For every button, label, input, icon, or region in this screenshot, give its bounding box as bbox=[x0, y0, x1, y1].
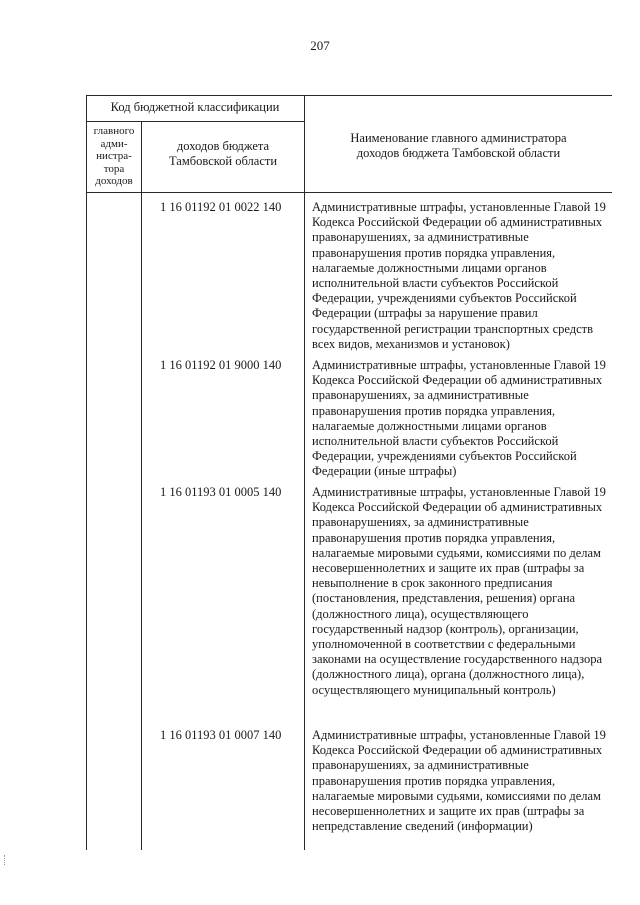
row-code: 1 16 01192 01 0022 140 bbox=[160, 200, 282, 214]
name-column-divider bbox=[304, 95, 305, 850]
header-admin-column bbox=[87, 125, 141, 188]
budget-classification-table bbox=[86, 95, 612, 850]
table-top-border bbox=[86, 95, 612, 96]
row-description: Административные штрафы, установленные Главой 19 Кодекса Российской Федерации об административных правонарушениях, за административные правонарушения против порядка управления, налагаемые мировыми судьями, комиссиями по делам несовершеннолетних и защите их прав (штрафы за невыполнение в срок законного предписания (постановления, представления, решения) органа (должностного лица), осуществляющего государственный надзор (контроль), организации, уполномоченной в соответствии с федеральными законами на осуществление государственного надзора (должностного лица), органа (должностного лица), осуществляющего муниципальный контроль) bbox=[312, 485, 606, 697]
header-bottom-border bbox=[86, 192, 612, 193]
header-income-line2: Тамбовской области bbox=[168, 154, 278, 168]
row-description: Административные штрафы, установленные Главой 19 Кодекса Российской Федерации об административных правонарушениях, за административные правонарушения против порядка управления, налагаемые мировыми судьями, комиссиями по делам несовершеннолетних и защите их прав (штрафы за непредставление сведений (информации) bbox=[312, 728, 606, 834]
header-income-line1: доходов бюджета bbox=[176, 139, 270, 153]
header-name-line1: Наименование главного администратора bbox=[350, 131, 567, 145]
row-code: 1 16 01193 01 0007 140 bbox=[160, 728, 282, 742]
row-code: 1 16 01193 01 0005 140 bbox=[160, 485, 282, 499]
row-code: 1 16 01192 01 9000 140 bbox=[160, 358, 282, 372]
table-left-border bbox=[86, 95, 87, 850]
header-code-classification: Код бюджетной классификации bbox=[110, 100, 280, 114]
admin-column-divider bbox=[141, 121, 142, 850]
header-income-column bbox=[142, 139, 304, 169]
code-header-divider bbox=[86, 121, 304, 122]
row-description: Административные штрафы, установленные Главой 19 Кодекса Российской Федерации об административных правонарушениях, за административные правонарушения против порядка управления, налагаемые должностными лицами органов исполнительной власти субъектов Российской Федерации, учреждениями субъектов Российской Федерации (иные штрафы) bbox=[312, 358, 606, 479]
header-name-column bbox=[305, 131, 612, 161]
header-name-line2: доходов бюджета Тамбовской области bbox=[356, 146, 561, 160]
row-description: Административные штрафы, установленные Главой 19 Кодекса Российской Федерации об административных правонарушениях, за административные правонарушения против порядка управления, налагаемые должностными лицами органов исполнительной власти субъектов Российской Федерации, учреждениями субъектов Российской Федерации (штрафы за нарушение правил государственной регистрации транспортных средств всех видов, механизмов и установок) bbox=[312, 200, 606, 351]
page-number: 207 bbox=[310, 38, 330, 53]
header-admin-text: главного адми- нистра- тора доходов bbox=[93, 125, 135, 187]
scan-margin-mark bbox=[4, 855, 7, 865]
